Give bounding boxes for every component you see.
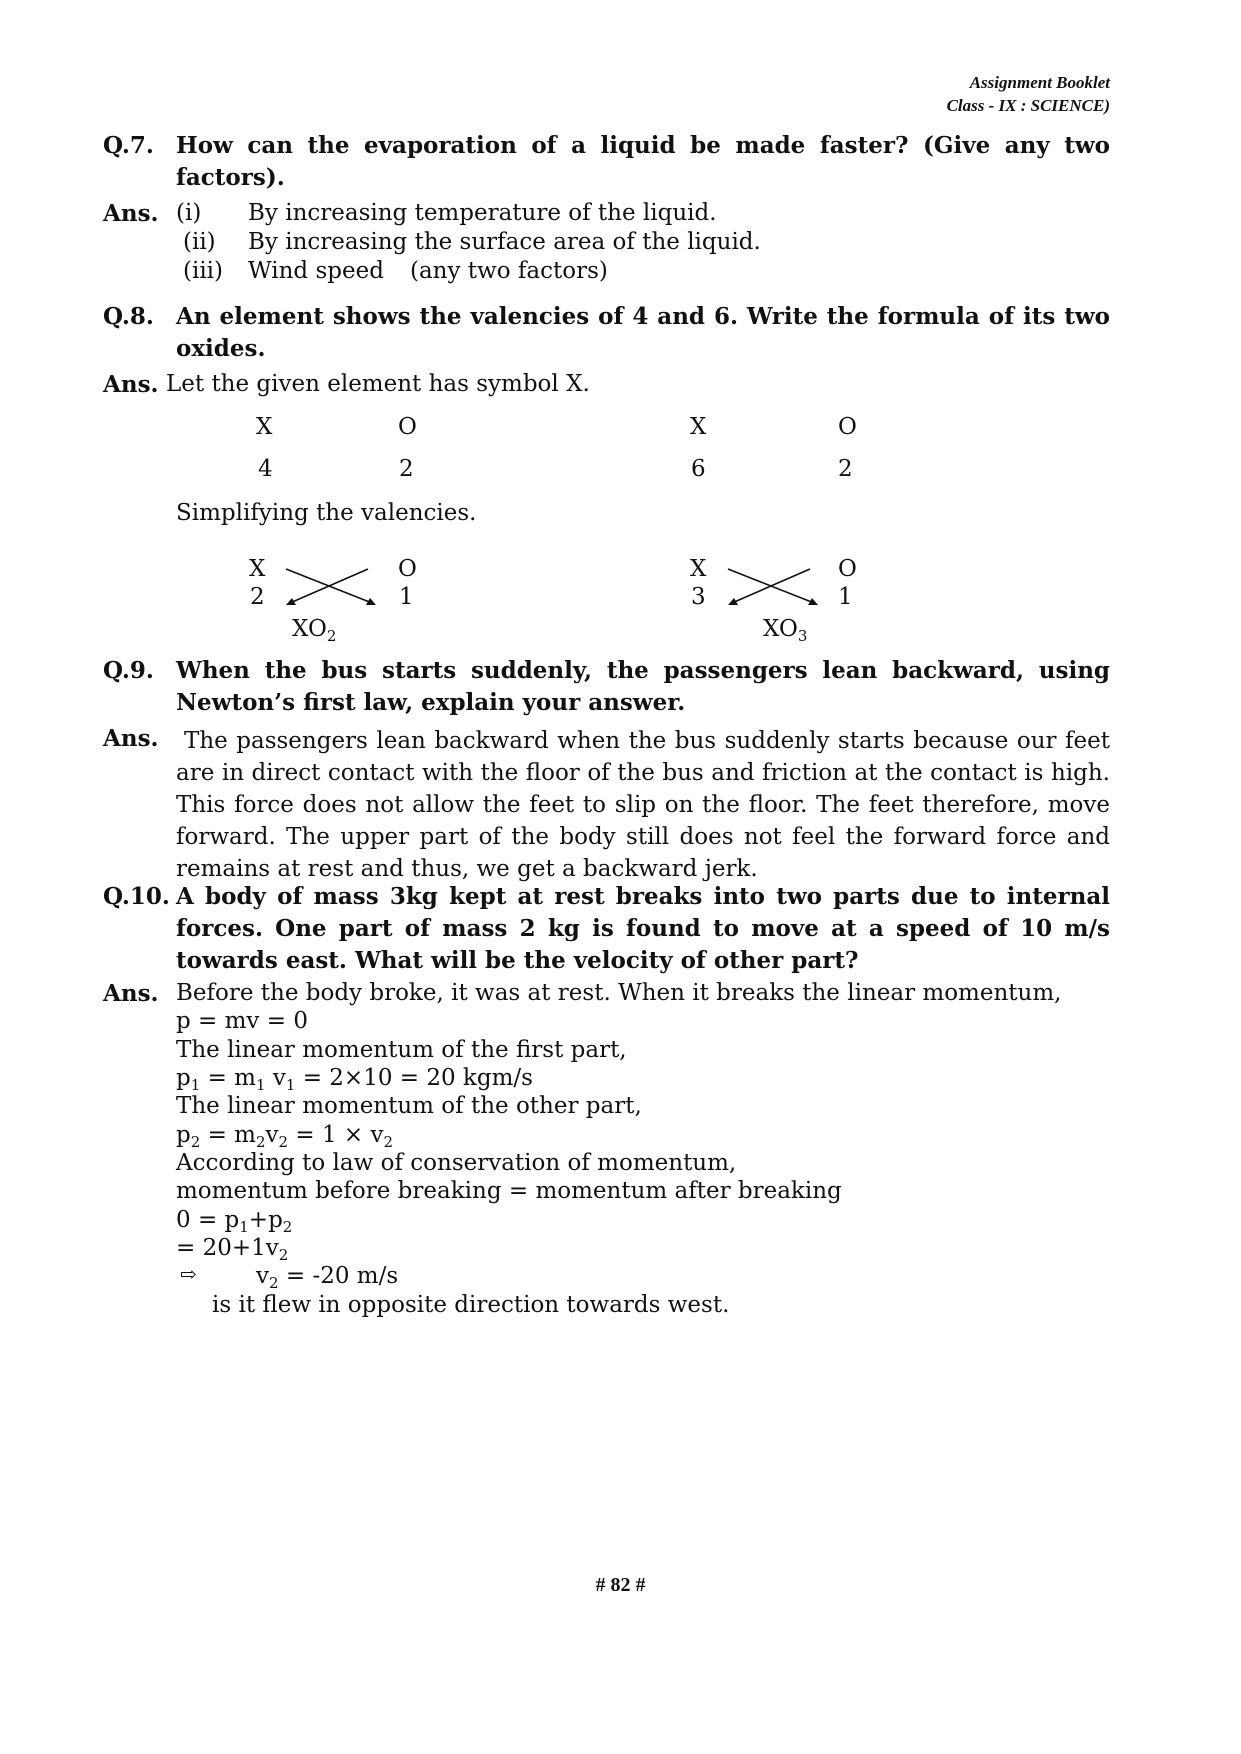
implies-arrow-icon: ⇨ <box>180 1262 197 1286</box>
element-symbol: X <box>690 556 707 582</box>
element-symbol: X <box>256 414 273 440</box>
solution-line: p = mv = 0 <box>176 1008 308 1034</box>
solution-conclusion: is it flew in opposite direction towards west. <box>212 1292 730 1318</box>
question-number: Q.9. <box>103 657 154 684</box>
question-text: How can the evaporation of a liquid be made faster? (Give any two factors). <box>176 132 1110 191</box>
element-symbol: O <box>838 414 857 440</box>
question-number: Q.10. <box>103 883 170 910</box>
equation-sum: $0 = p_1+p_2$ <box>176 1207 293 1236</box>
page-number: # 82 # <box>595 1574 646 1596</box>
valency: 4 <box>258 456 273 482</box>
answer-note: (any two factors) <box>410 258 608 284</box>
header-class: Class - IX : SCIENCE) <box>946 96 1110 115</box>
solution-line: According to law of conservation of momentum, <box>176 1150 737 1176</box>
simplified-valency: 2 <box>250 584 265 610</box>
answer-label: Ans. <box>103 725 159 752</box>
oxide-formula: $XO_2$ <box>292 616 337 645</box>
equation-p2: $p_2 = m_2v_2 = 1 \times v_2$ <box>176 1122 394 1151</box>
question-8 <box>103 301 1110 365</box>
answer-item: By increasing temperature of the liquid. <box>248 200 717 226</box>
question-text: An element shows the valencies of 4 and 6. Write the formula of its two oxides. <box>176 303 1110 362</box>
answer-label: Ans. <box>103 200 159 227</box>
element-symbol: O <box>398 556 417 582</box>
oxide-formula: $XO_3$ <box>763 616 808 645</box>
simplified-valency: 1 <box>399 584 414 610</box>
simplified-valency: 1 <box>838 584 853 610</box>
valency: 2 <box>399 456 414 482</box>
answer-item: By increasing the surface area of the liquid. <box>248 229 761 255</box>
simplified-valency: 3 <box>691 584 706 610</box>
answer-paragraph: The passengers lean backward when the bus suddenly starts because our feet are in direct contact with the floor of the bus and friction at the contact is high. This force does not allow the feet to slip on the floor. The feet therefore, move forward. The upper part of the body still does not feel the forward force and remains at rest and thus, we get a backward jerk. <box>176 728 1110 882</box>
question-9 <box>103 655 1110 719</box>
element-symbol: X <box>249 556 266 582</box>
answer-label: Ans. <box>103 371 159 398</box>
question-number: Q.7. <box>103 132 154 159</box>
answer-intro: Let the given element has symbol X. <box>166 371 590 397</box>
valency: 6 <box>691 456 706 482</box>
equation-numeric: = $20+1v_2$ <box>176 1235 289 1264</box>
question-7 <box>103 130 1110 194</box>
roman-numeral: (iii) <box>183 258 224 284</box>
cross-arrows-icon <box>722 565 832 610</box>
solution-line: Before the body broke, it was at rest. When it breaks the linear momentum, <box>176 980 1062 1006</box>
element-symbol: O <box>838 556 857 582</box>
solution-line: The linear momentum of the other part, <box>176 1093 642 1119</box>
roman-numeral: (ii) <box>183 229 216 255</box>
element-symbol: O <box>398 414 417 440</box>
valency: 2 <box>838 456 853 482</box>
header-title: Assignment Booklet <box>969 73 1110 92</box>
answer-label: Ans. <box>103 980 159 1007</box>
equation-p1: $p_1 = m_1$ $v_1 = 2\times 10 = 20$ kgm/s <box>176 1065 533 1094</box>
question-text: When the bus starts suddenly, the passengers lean backward, using Newton’s first law, explain your answer. <box>176 657 1110 716</box>
simplify-text: Simplifying the valencies. <box>176 500 477 526</box>
question-text: A body of mass 3kg kept at rest breaks into two parts due to internal forces. One part of mass 2 kg is found to move at a speed of 10 m/s towards east. What will be the velocity of other part? <box>176 883 1110 974</box>
question-10 <box>103 881 1110 977</box>
solution-line: The linear momentum of the first part, <box>176 1037 627 1063</box>
answer-item: Wind speed <box>248 258 384 284</box>
equation-result: $v_2 = -20$ m/s <box>256 1263 399 1292</box>
element-symbol: X <box>690 414 707 440</box>
question-number: Q.8. <box>103 303 154 330</box>
solution-line: momentum before breaking = momentum after breaking <box>176 1178 842 1204</box>
roman-numeral: (i) <box>176 200 202 226</box>
cross-arrows-icon <box>280 565 390 610</box>
